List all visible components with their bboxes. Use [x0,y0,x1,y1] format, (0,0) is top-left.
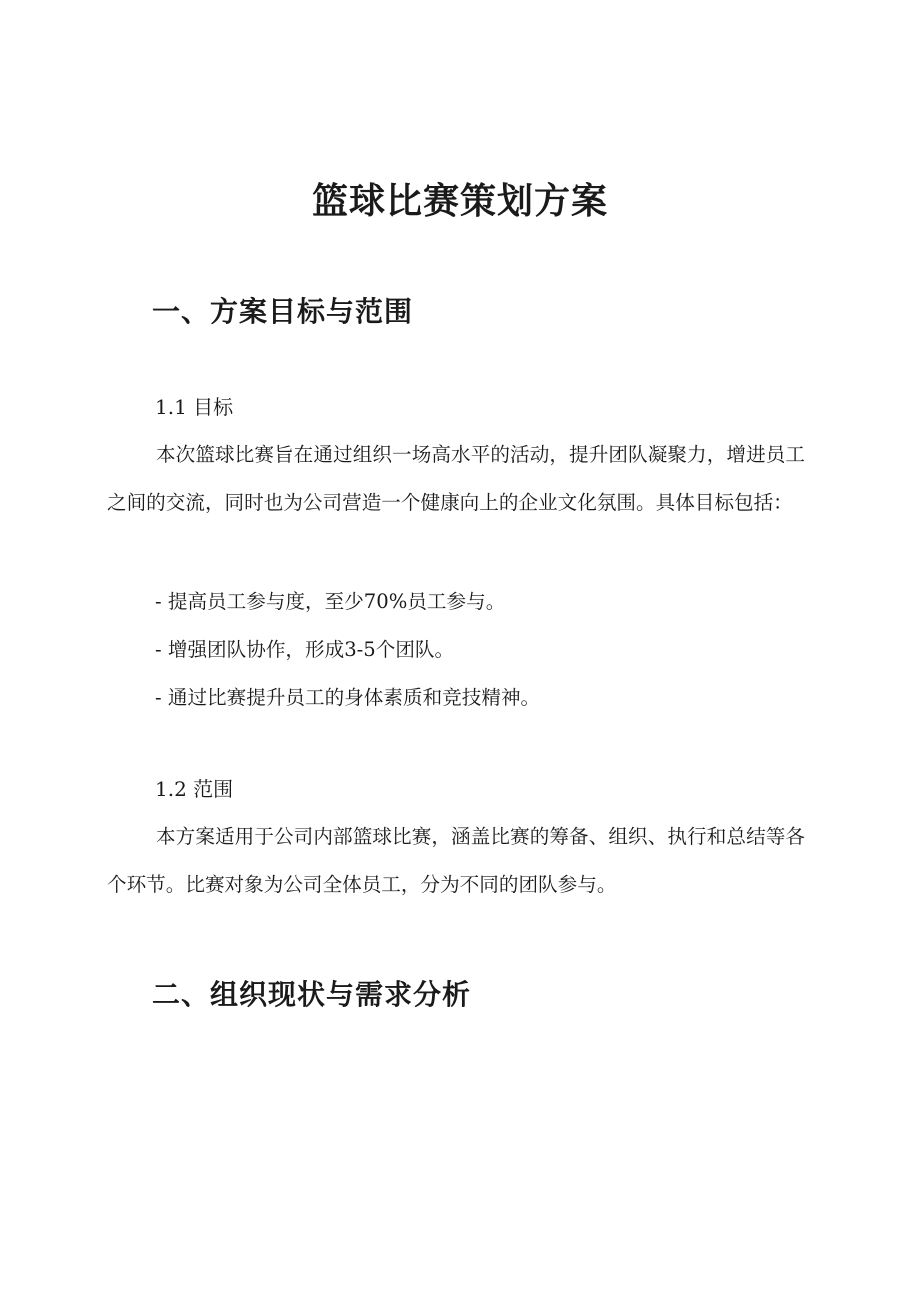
document-title: 篮球比赛策划方案 [311,181,608,222]
subsection-1-2-paragraph: 本方案适用于公司内部篮球比赛，涵盖比赛的筹备、组织、执行和总结等各个环节。比赛对象为公司全体员工，分为不同的团队参与。 [107,825,805,896]
section-2-heading: 二、组织现状与需求分析 [152,978,472,1011]
goal-bullet-3: - 通过比赛提升员工的身体素质和竞技精神。 [155,686,541,709]
goal-bullet-2: - 增强团队协作，形成3-5个团队。 [155,638,455,661]
subsection-1-1-heading: 1.1 目标 [155,395,234,419]
subsection-1-2-heading: 1.2 范围 [155,777,234,801]
goal-bullet-1: - 提高员工参与度，至少70%员工参与。 [155,590,506,613]
section-1-heading: 一、方案目标与范围 [152,295,414,328]
subsection-1-1-paragraph: 本次篮球比赛旨在通过组织一场高水平的活动，提升团队凝聚力，增进员工之间的交流，同时也为公司营造一个健康向上的企业文化氛围。具体目标包括： [107,443,805,514]
